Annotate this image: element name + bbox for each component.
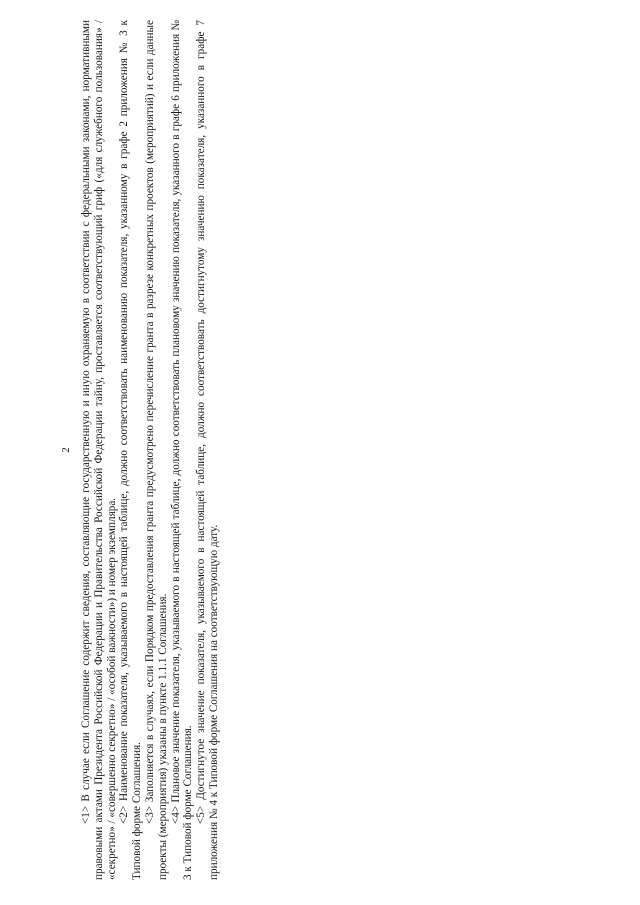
rotated-content: [60, 20, 280, 880]
footnote-3: <3> Заполняется в случаях, если Порядком предоставления гранта предусмотрено перечисление гранта в разрезе конкретных проектов (мероприятий) и если данные проекты (мероприятия) указаны в пункте 1.1.1 Соглашения.: [143, 20, 169, 880]
footnote-1: <1> В случае если Соглашение содержит сведения, составляющие государственную и иную охраняемую в соответствии с федеральными законами, нормативными правовыми актами Президента Российской Федерации и Правительства Российской Федерации тайну, проставляется соответствующий гриф («для служебного пользования» / «секретно» / «совершенно секретно» / «особой важности») и номер экземпляра.: [80, 20, 118, 880]
footnote-2: <2> Наименование показателя, указываемого в настоящей таблице, должно соответствовать наименованию показателя, указанному в графе 2 приложения № 3 к Типовой форме Соглашения.: [118, 20, 144, 880]
footnote-5: <5> Достигнутое значение показателя, указываемого в настоящей таблице, должно соответствовать достигнутому значению показателя, указанного в графе 7 приложения № 4 к Типовой форме Соглашения на соответствующую дату.: [195, 20, 220, 880]
footnote-4: <4> Плановое значение показателя, указываемого в настоящей таблице, должно соответствовать плановому значению показателя, указанного в графе 6 приложения № 3 к Типовой форме Соглашения.: [169, 20, 195, 880]
page-number: 2: [60, 447, 72, 453]
footnotes-block: [80, 20, 221, 880]
